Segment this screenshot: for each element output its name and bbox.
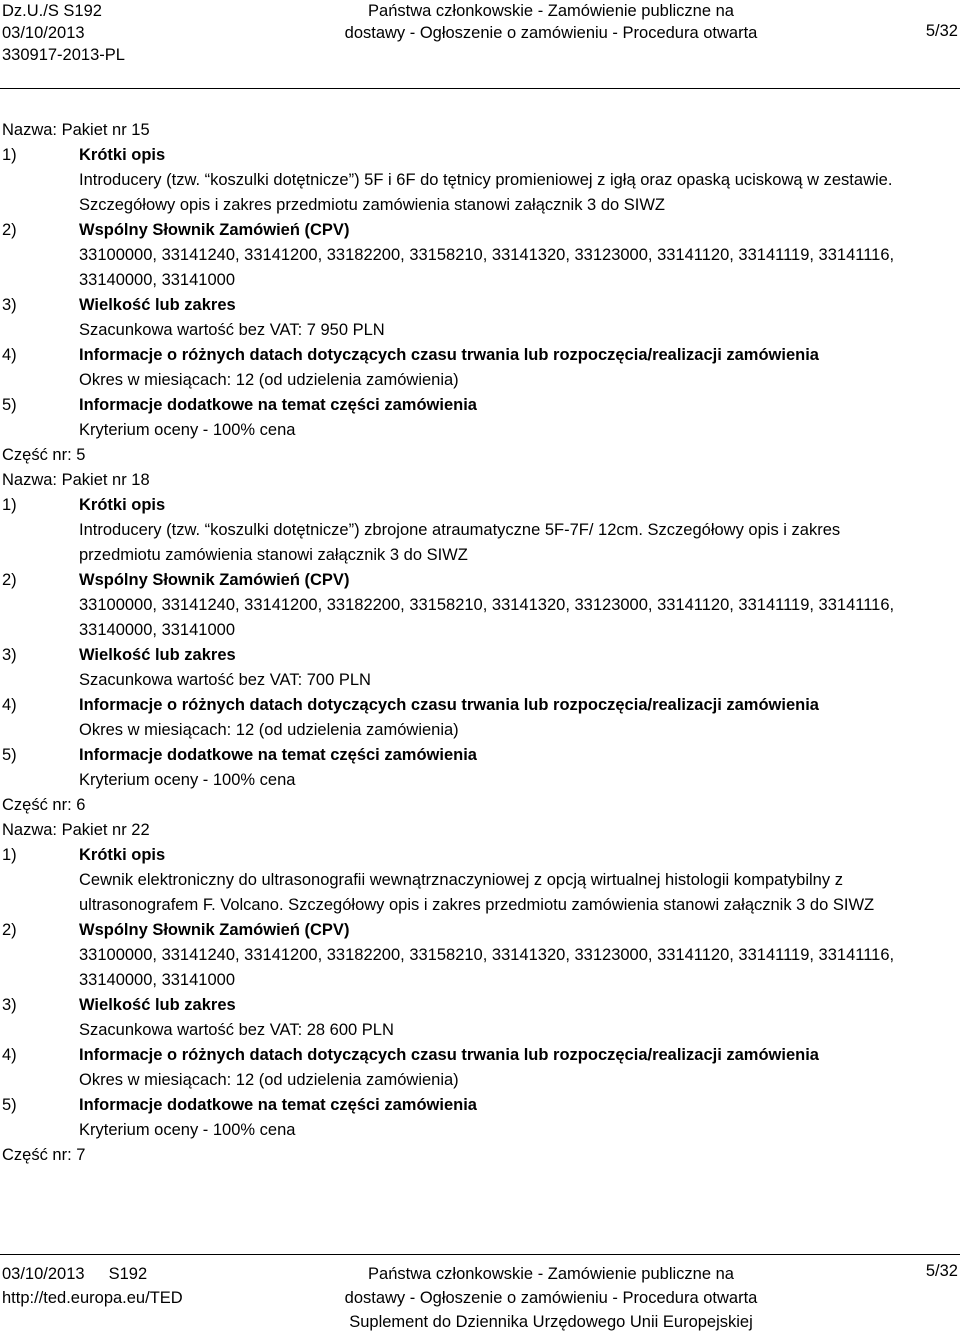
quantity-heading	[0, 293, 960, 318]
item-heading: Informacje o różnych datach dotyczących czasu trwania lub rozpoczęcia/realizacji zamówienia	[79, 1046, 819, 1064]
item-heading: Informacje o różnych datach dotyczących czasu trwania lub rozpoczęcia/realizacji zamówienia	[79, 346, 819, 364]
dates-heading	[0, 1043, 960, 1068]
award-criteria: Kryterium oceny - 100% cena	[79, 771, 296, 789]
notice-number: 330917-2013-PL	[2, 46, 125, 64]
footer-page-number: 5/32	[925, 1262, 958, 1280]
page-header	[0, 0, 960, 88]
lot-section	[0, 118, 960, 443]
dates-heading	[0, 343, 960, 368]
quantity-heading	[0, 993, 960, 1018]
award-criteria: Kryterium oceny - 100% cena	[79, 421, 296, 439]
header-left	[2, 0, 125, 66]
footer-series: S192	[108, 1265, 148, 1283]
item-number: 5)	[2, 746, 17, 764]
description-line: Cewnik elektroniczny do ultrasonografii wewnątrznaczyniowej z opcją wirtualnej histologii kompatybilny z	[79, 871, 843, 889]
description-line: przedmiotu zamówienia stanowi załącznik 3 do SIWZ	[79, 546, 468, 564]
header-page-number: 5/32	[925, 22, 958, 40]
page-footer	[0, 1256, 960, 1334]
header-title-line-1: Państwa członkowskie - Zamówienie publiczne na	[368, 2, 734, 20]
item-heading: Wielkość lub zakres	[79, 646, 236, 664]
description-line: Introducery (tzw. “koszulki dotętnicze”) 5F i 6F do tętnicy promieniowej z igłą oraz opaską uciskową w zestawie.	[79, 171, 893, 189]
cpv-heading	[0, 218, 960, 243]
estimated-value: Szacunkowa wartość bez VAT: 7 950 PLN	[79, 321, 385, 339]
additional-info-heading	[0, 743, 960, 768]
estimated-value: Szacunkowa wartość bez VAT: 28 600 PLN	[79, 1021, 394, 1039]
cpv-codes-line: 33140000, 33141000	[79, 971, 235, 989]
footer-url-link[interactable]: http://ted.europa.eu/TED	[2, 1289, 183, 1307]
lot-part-number: Część nr: 5	[2, 446, 86, 464]
description-line: Introducery (tzw. “koszulki dotętnicze”) zbrojone atraumatyczne 5F-7F/ 12cm. Szczegółowy opis i zakres	[79, 521, 841, 539]
additional-info-heading	[0, 393, 960, 418]
item-heading: Informacje dodatkowe na temat części zamówienia	[79, 746, 477, 764]
header-center	[256, 0, 846, 44]
footer-center	[256, 1262, 846, 1334]
item-number: 2)	[2, 221, 17, 239]
item-number: 2)	[2, 571, 17, 589]
item-heading: Wielkość lub zakres	[79, 996, 236, 1014]
item-number: 5)	[2, 1096, 17, 1114]
header-title-line-2: dostawy - Ogłoszenie o zamówieniu - Procedura otwarta	[344, 24, 758, 42]
estimated-value: Szacunkowa wartość bez VAT: 700 PLN	[79, 671, 371, 689]
cpv-heading	[0, 918, 960, 943]
cpv-codes-line: 33100000, 33141240, 33141200, 33182200, 33158210, 33141320, 33123000, 33141120, 33141119, 33141116,	[79, 246, 895, 264]
lot-name: Nazwa: Pakiet nr 22	[2, 821, 150, 839]
header-date: 03/10/2013	[2, 24, 85, 42]
lot-section	[0, 793, 960, 1143]
item-heading: Wspólny Słownik Zamówień (CPV)	[79, 921, 350, 939]
footer-date-series	[2, 1262, 183, 1286]
cpv-codes-line: 33100000, 33141240, 33141200, 33182200, 33158210, 33141320, 33123000, 33141120, 33141119, 33141116,	[79, 596, 895, 614]
document-body	[0, 118, 960, 1168]
item-heading: Informacje o różnych datach dotyczących czasu trwania lub rozpoczęcia/realizacji zamówienia	[79, 696, 819, 714]
item-number: 1)	[2, 846, 17, 864]
item-number: 1)	[2, 496, 17, 514]
item-number: 3)	[2, 646, 17, 664]
dates-heading	[0, 693, 960, 718]
footer-divider	[0, 1254, 960, 1255]
lot-name: Nazwa: Pakiet nr 18	[2, 471, 150, 489]
footer-date: 03/10/2013	[2, 1265, 85, 1283]
item-heading: Informacje dodatkowe na temat części zamówienia	[79, 1096, 477, 1114]
footer-title-line-1: Państwa członkowskie - Zamówienie publiczne na	[368, 1265, 734, 1283]
item-number: 3)	[2, 296, 17, 314]
header-divider	[0, 88, 960, 89]
item-heading: Wielkość lub zakres	[79, 296, 236, 314]
additional-info-heading	[0, 1093, 960, 1118]
cpv-codes-line: 33140000, 33141000	[79, 271, 235, 289]
cpv-heading	[0, 568, 960, 593]
duration-period: Okres w miesiącach: 12 (od udzielenia zamówienia)	[79, 721, 459, 739]
item-number: 2)	[2, 921, 17, 939]
item-heading: Krótki opis	[79, 146, 166, 164]
duration-period: Okres w miesiącach: 12 (od udzielenia zamówienia)	[79, 1071, 459, 1089]
award-criteria: Kryterium oceny - 100% cena	[79, 1121, 296, 1139]
lot-part-number: Część nr: 7	[2, 1146, 86, 1164]
short-description-heading	[0, 843, 960, 868]
item-heading: Wspólny Słownik Zamówień (CPV)	[79, 221, 350, 239]
item-heading: Informacje dodatkowe na temat części zamówienia	[79, 396, 477, 414]
cpv-codes-line: 33140000, 33141000	[79, 621, 235, 639]
lot-name: Nazwa: Pakiet nr 15	[2, 121, 150, 139]
item-heading: Krótki opis	[79, 846, 166, 864]
lot-part-number: Część nr: 6	[2, 796, 86, 814]
item-number: 1)	[2, 146, 17, 164]
item-number: 3)	[2, 996, 17, 1014]
journal-ref: Dz.U./S S192	[2, 2, 102, 20]
footer-title-line-2: dostawy - Ogłoszenie o zamówieniu - Procedura otwarta	[344, 1289, 758, 1307]
lot-section	[0, 443, 960, 793]
short-description-heading	[0, 493, 960, 518]
item-number: 4)	[2, 346, 17, 364]
footer-supplement: Suplement do Dziennika Urzędowego Unii Europejskiej	[349, 1313, 753, 1331]
short-description-heading	[0, 143, 960, 168]
item-number: 4)	[2, 1046, 17, 1064]
description-line: ultrasonografem F. Volcano. Szczegółowy opis i zakres przedmiotu zamówienia stanowi załącznik 3 do SIWZ	[79, 896, 875, 914]
quantity-heading	[0, 643, 960, 668]
cpv-codes-line: 33100000, 33141240, 33141200, 33182200, 33158210, 33141320, 33123000, 33141120, 33141119, 33141116,	[79, 946, 895, 964]
item-number: 5)	[2, 396, 17, 414]
description-line: Szczegółowy opis i zakres przedmiotu zamówienia stanowi załącznik 3 do SIWZ	[79, 196, 665, 214]
item-heading: Wspólny Słownik Zamówień (CPV)	[79, 571, 350, 589]
footer-left	[2, 1262, 183, 1310]
item-number: 4)	[2, 696, 17, 714]
duration-period: Okres w miesiącach: 12 (od udzielenia zamówienia)	[79, 371, 459, 389]
item-heading: Krótki opis	[79, 496, 166, 514]
